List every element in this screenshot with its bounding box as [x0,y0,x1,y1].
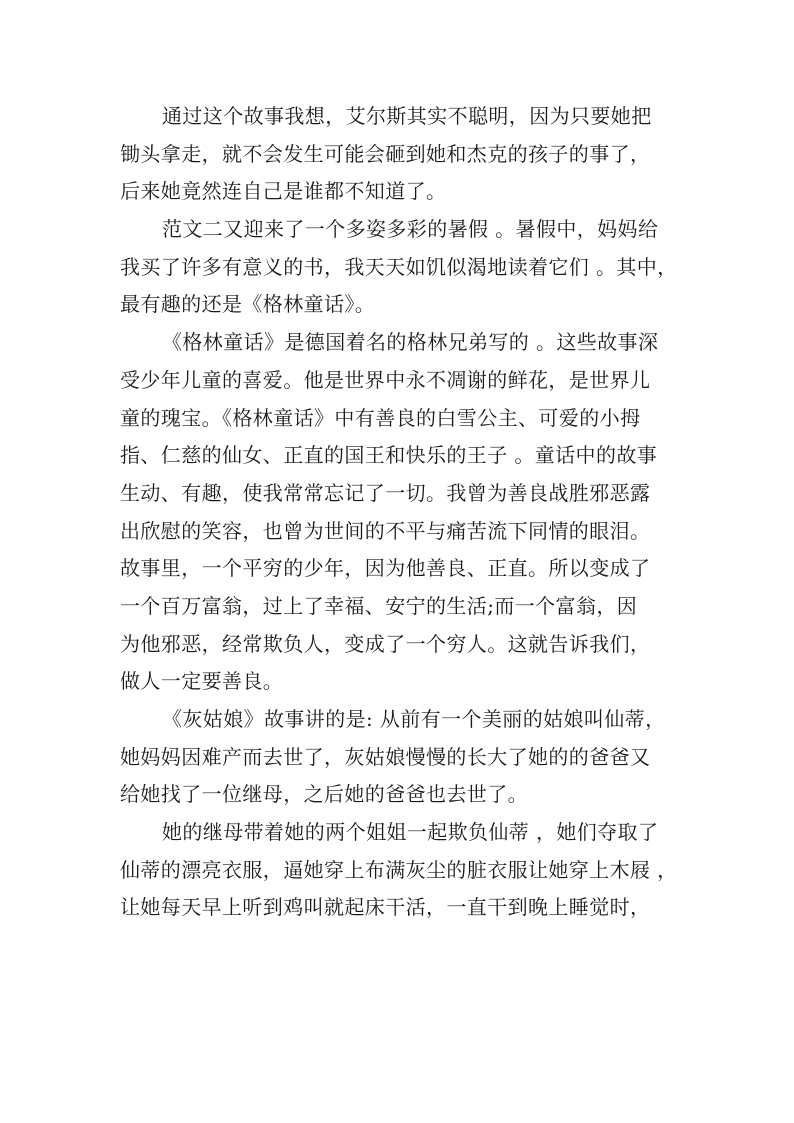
text-line: 范文二又迎来了一个多姿多彩的暑假 。暑假中，妈妈给 [162,217,659,242]
text-line: 通过这个故事我想，艾尔斯其实不聪明，因为只要她把 [162,104,652,128]
text-line: 《格林童话》是德国着名的格林兄弟写的 。这些故事深 [162,330,659,355]
text-line: 她的继母带着她的两个姐姐一起欺负仙蒂 ，她们夺取了 [162,820,659,845]
text-line: 《灰姑娘》故事讲的是: 从前有一个美丽的姑娘叫仙蒂， [162,707,666,731]
text-line: 让她每天早上听到鸡叫就起床干活，一直干到晚上睡觉时， [120,895,651,920]
text-line: 锄头拿走，就不会发生可能会砸到她和杰克的孩子的事了， [120,141,651,166]
text-line: 最有趣的还是《格林童话》。 [120,292,376,317]
document-body [120,98,690,927]
text-line: 给她找了一位继母，之后她的爸爸也去世了。 [120,782,528,807]
text-line: 一个百万富翁，过上了幸福、安宁的生活;而一个富翁，因 [120,593,638,618]
text-line: 受少年儿童的喜爱。他是世界中永不凋谢的鲜花，是世界儿 [120,367,651,392]
text-line: 故事里，一个平穷的少年，因为他善良、正直。所以变成了 [120,556,651,581]
text-line: 我买了许多有意义的书，我天天如饥似渴地读着它们 。其中， [120,254,678,279]
text-line: 后来她竟然连自己是谁都不知道了。 [120,179,447,204]
text-line: 做人一定要善良。 [120,669,284,694]
text-line: 出欣慰的笑容，也曾为世间的不平与痛苦流下同情的眼泪。 [120,518,651,543]
text-line: 仙蒂的漂亮衣服，逼她穿上布满灰尘的脏衣服让她穿上木屐 ， [120,857,678,882]
text-line: 她妈妈因难产而去世了，灰姑娘慢慢的长大了她的的爸爸又 [120,744,651,769]
text-line: 生动、有趣，使我常常忘记了一切。我曾为善良战胜邪恶露 [120,480,651,505]
text-line: 童的瑰宝。《格林童话》中有善良的白雪公主、可爱的小拇 [120,405,641,430]
text-line: 为他邪恶，经常欺负人，变成了一个穷人。这就告诉我们， [120,631,651,656]
text-line: 指、仁慈的仙女、正直的国王和快乐的王子 。童话中的故事 [120,443,658,468]
